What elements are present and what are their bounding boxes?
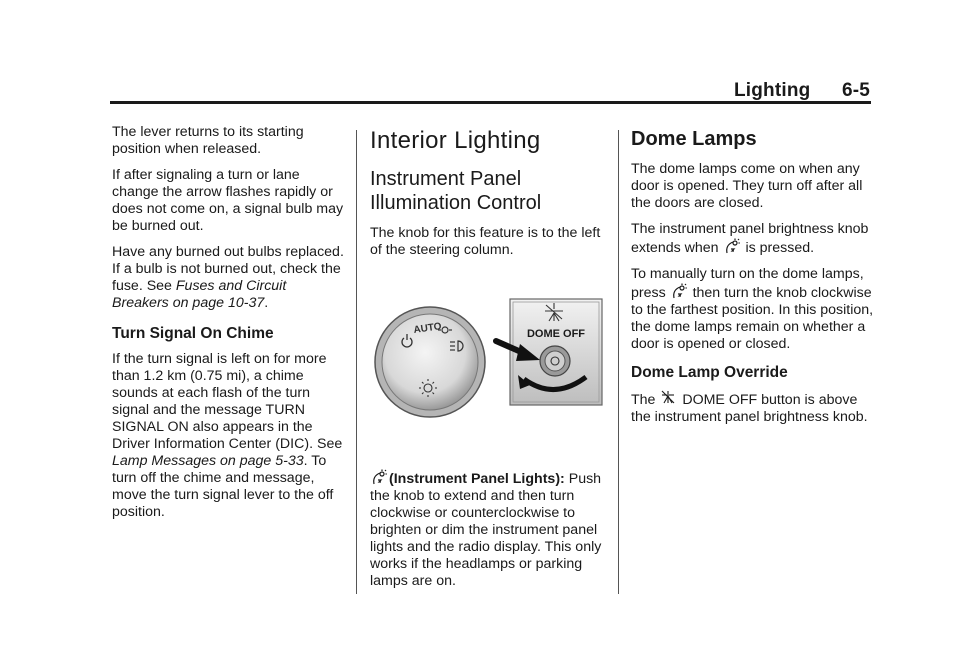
paragraph: If the turn signal is left on for more than 1.2 km (0.75 mi), a chime sounds at each flash of the turn signal and the message TURN SIGNAL ON also appears in the Driver Information Center (DIC). See Lamp Messages on page 5-33. To turn off the chime and message, move the turn signal lever to the off position. — [112, 351, 343, 520]
cross-reference: Lamp Messages on page 5-33 — [112, 453, 304, 469]
column-3 — [631, 127, 875, 435]
heading-dome-lamp-override: Dome Lamp Override — [631, 364, 788, 381]
section-title: Interior Lighting — [370, 127, 541, 154]
auto-label: AUTO — [412, 321, 443, 336]
section-title-dome-lamps: Dome Lamps — [631, 128, 757, 150]
paragraph: The lever returns to its starting position when released. — [112, 124, 304, 157]
column-1 — [112, 124, 344, 530]
paragraph: The instrument panel brightness knob extends when is pressed. — [631, 221, 869, 256]
paragraph: The dome lamps come on when any door is opened. They turn off after all the doors are closed. — [631, 161, 863, 211]
column-2 — [370, 127, 606, 599]
heading-turn-signal-chime: Turn Signal On Chime — [112, 325, 274, 342]
cross-reference: Fuses and Circuit Breakers on page 10-37 — [112, 278, 287, 311]
instrument-panel-light-icon — [371, 469, 387, 485]
paragraph: Have any burned out bulbs replaced. If a bulb is not burned out, check the fuse. See Fuses and Circuit Breakers on page 10-37. — [112, 244, 344, 311]
column-divider — [356, 130, 357, 594]
paragraph: To manually turn on the dome lamps, press then turn the knob clockwise to the farthest position. In this position, the dome lamps remain on whether a door is opened or closed. — [631, 266, 874, 352]
paragraph: The DOME OFF button is above the instrument panel brightness knob. — [631, 392, 868, 425]
instrument-panel-light-icon — [671, 283, 687, 299]
headlamp-control-figure — [370, 297, 606, 447]
headlamp-control-illustration — [370, 297, 606, 447]
paragraph: The knob for this feature is to the left of the steering column. — [370, 225, 601, 258]
header-rule — [110, 101, 871, 104]
column-divider — [618, 130, 619, 594]
dome-off-label: DOME OFF — [526, 328, 586, 340]
header-section: Lighting — [733, 80, 811, 101]
header-page-number: 6-5 — [841, 80, 870, 101]
subsection-title: Instrument Panel Illumination Control — [370, 168, 542, 214]
paragraph: (Instrument Panel Lights): Push the knob to extend and then turn clockwise or counterclockwise to brighten or dim the instrument panel lights and the radio display. This only works if the headlamps or parking lamps are on. — [370, 471, 602, 589]
paragraph: If after signaling a turn or lane change the arrow flashes rapidly or does not come on, a signal bulb may be burned out. — [112, 167, 344, 234]
instrument-panel-light-icon — [724, 238, 740, 254]
dome-lamp-icon — [660, 390, 676, 406]
